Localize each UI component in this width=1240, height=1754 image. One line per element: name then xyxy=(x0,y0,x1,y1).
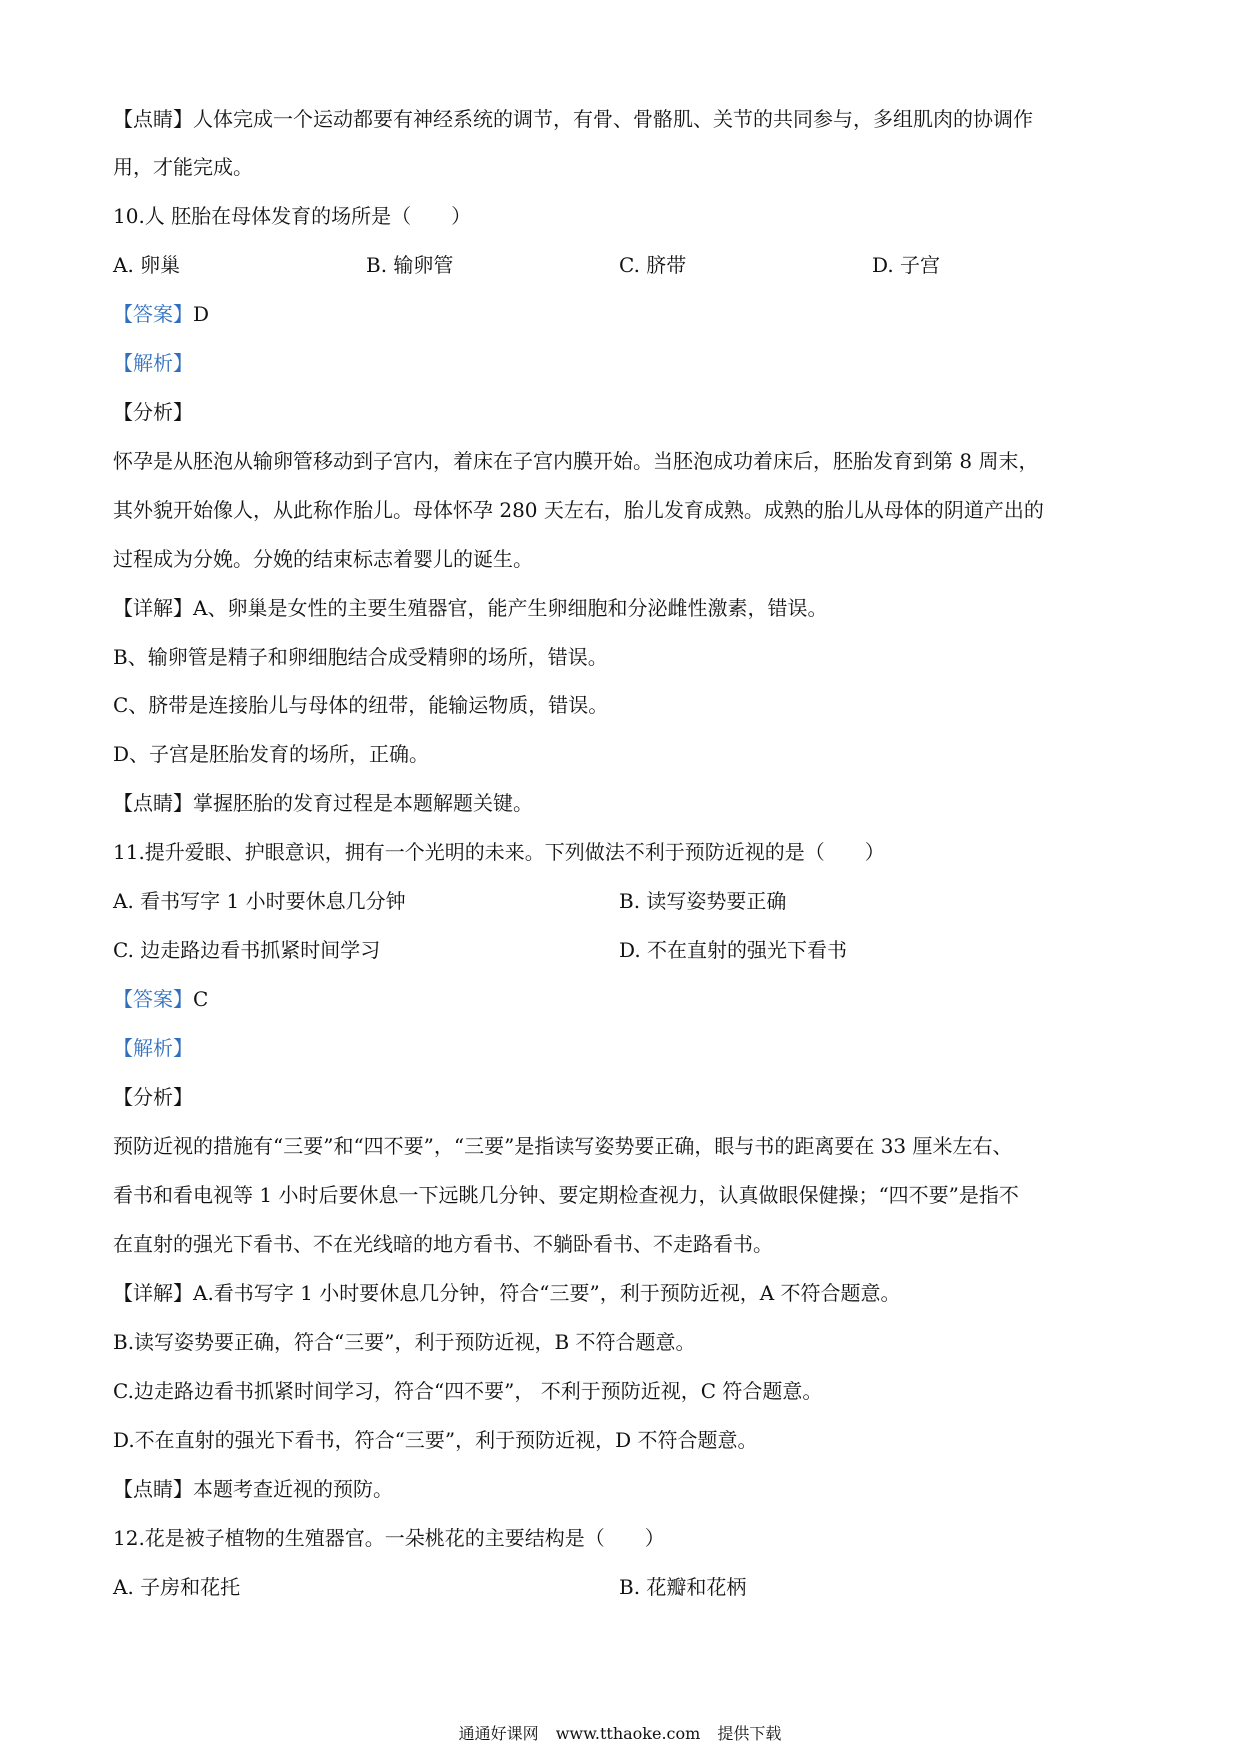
q10-xiangjie-d: D、子宫是胚胎发育的场所，正确。 xyxy=(113,742,430,766)
q10-answer-tag: 【答案】 xyxy=(113,302,193,326)
q10-xiangjie-c: C、脐带是连接胎儿与母体的纽带，能输运物质，错误。 xyxy=(113,693,609,717)
q10-xiangjie-tag: 【详解】 xyxy=(113,596,193,620)
q11-fenxi-line1: 预防近视的措施有“三要”和“四不要”，“三要”是指读写姿势要正确，眼与书的距离要在 33 厘米左右、 xyxy=(113,1134,1013,1158)
q10-jiexi-tag: 【解析】 xyxy=(113,351,193,375)
q10-option-a: A. 卵巢 xyxy=(113,253,181,277)
q11-option-b: B. 读写姿势要正确 xyxy=(619,889,787,913)
page-footer xyxy=(0,1722,1240,1746)
q10-fenxi-line1: 怀孕是从胚泡从输卵管移动到子宫内，着床在子宫内膜开始。当胚泡成功着床后，胚胎发育到第 8 周末， xyxy=(113,449,1039,473)
q11-answer-value: C xyxy=(193,987,209,1011)
q10-fenxi-line3: 过程成为分娩。分娩的结束标志着婴儿的诞生。 xyxy=(113,547,533,571)
footer-note: 提供下载 xyxy=(717,1724,782,1743)
q9-comment-line2: 用，才能完成。 xyxy=(113,155,253,179)
q9-comment-text: 人体完成一个运动都要有神经系统的调节，有骨、骨骼肌、关节的共同参与，多组肌肉的协调作 xyxy=(193,107,1033,131)
q11-xiangjie-a: A.看书写字 1 小时要休息几分钟，符合“三要”，利于预防近视，A 不符合题意。 xyxy=(193,1281,901,1305)
q10-dianjing-text: 掌握胚胎的发育过程是本题解题关键。 xyxy=(193,791,533,815)
footer-site-name: 通通好课网 xyxy=(458,1724,539,1743)
q10-fenxi-line2: 其外貌开始像人，从此称作胎儿。母体怀孕 280 天左右，胎儿发育成熟。成熟的胎儿从母体的阴道产出的 xyxy=(113,498,1044,522)
q11-dianjing-text: 本题考查近视的预防。 xyxy=(193,1477,393,1501)
q10-answer-value: D xyxy=(193,302,210,326)
q9-comment-line1 xyxy=(113,104,1133,134)
q11-fenxi-line2: 看书和看电视等 1 小时后要休息一下远眺几分钟、要定期检查视力，认真做眼保健操；“四不要”是指不 xyxy=(113,1183,1019,1207)
q10-stem: 10.人 胚胎在母体发育的场所是（ ） xyxy=(113,204,472,228)
q11-dianjing-line xyxy=(113,1474,1133,1504)
q11-answer-line xyxy=(113,984,1133,1014)
q11-jiexi-tag: 【解析】 xyxy=(113,1036,193,1060)
q11-option-a: A. 看书写字 1 小时要休息几分钟 xyxy=(113,889,406,913)
q10-option-c: C. 脐带 xyxy=(619,253,687,277)
q10-xiangjie-b: B、输卵管是精子和卵细胞结合成受精卵的场所，错误。 xyxy=(113,645,608,669)
q10-fenxi-tag: 【分析】 xyxy=(113,400,193,424)
q11-xiangjie-b: B.读写姿势要正确，符合“三要”，利于预防近视，B 不符合题意。 xyxy=(113,1330,696,1354)
q11-xiangjie-d: D.不在直射的强光下看书，符合“三要”，利于预防近视，D 不符合题意。 xyxy=(113,1428,758,1452)
q11-xiangjie-tag: 【详解】 xyxy=(113,1281,193,1305)
q12-option-a: A. 子房和花托 xyxy=(113,1575,241,1599)
q10-option-b: B. 输卵管 xyxy=(366,253,454,277)
q10-option-d: D. 子宫 xyxy=(872,253,941,277)
q10-dianjing-line xyxy=(113,788,1133,818)
q12-stem: 12.花是被子植物的生殖器官。一朵桃花的主要结构是（ ） xyxy=(113,1526,665,1550)
q9-comment-tag: 【点睛】 xyxy=(113,107,193,131)
q11-stem: 11.提升爱眼、护眼意识，拥有一个光明的未来。下列做法不利于预防近视的是（ ） xyxy=(113,840,885,864)
q11-dianjing-tag: 【点睛】 xyxy=(113,1477,193,1501)
q11-fenxi-line3: 在直射的强光下看书、不在光线暗的地方看书、不躺卧看书、不走路看书。 xyxy=(113,1232,773,1256)
q11-option-d: D. 不在直射的强光下看书 xyxy=(619,938,848,962)
q11-answer-tag: 【答案】 xyxy=(113,987,193,1011)
footer-url[interactable]: www.tthaoke.com xyxy=(555,1724,701,1743)
q11-xiangjie-a-line xyxy=(113,1278,1133,1308)
q10-dianjing-tag: 【点睛】 xyxy=(113,791,193,815)
q11-option-c: C. 边走路边看书抓紧时间学习 xyxy=(113,938,381,962)
q12-option-b: B. 花瓣和花柄 xyxy=(619,1575,747,1599)
q10-answer-line xyxy=(113,299,1133,329)
q11-fenxi-tag: 【分析】 xyxy=(113,1085,193,1109)
q10-xiangjie-a: A、卵巢是女性的主要生殖器官，能产生卵细胞和分泌雌性激素，错误。 xyxy=(193,596,828,620)
q11-xiangjie-c: C.边走路边看书抓紧时间学习，符合“四不要”， 不利于预防近视，C 符合题意。 xyxy=(113,1379,823,1403)
q10-xiangjie-a-line xyxy=(113,593,1133,623)
